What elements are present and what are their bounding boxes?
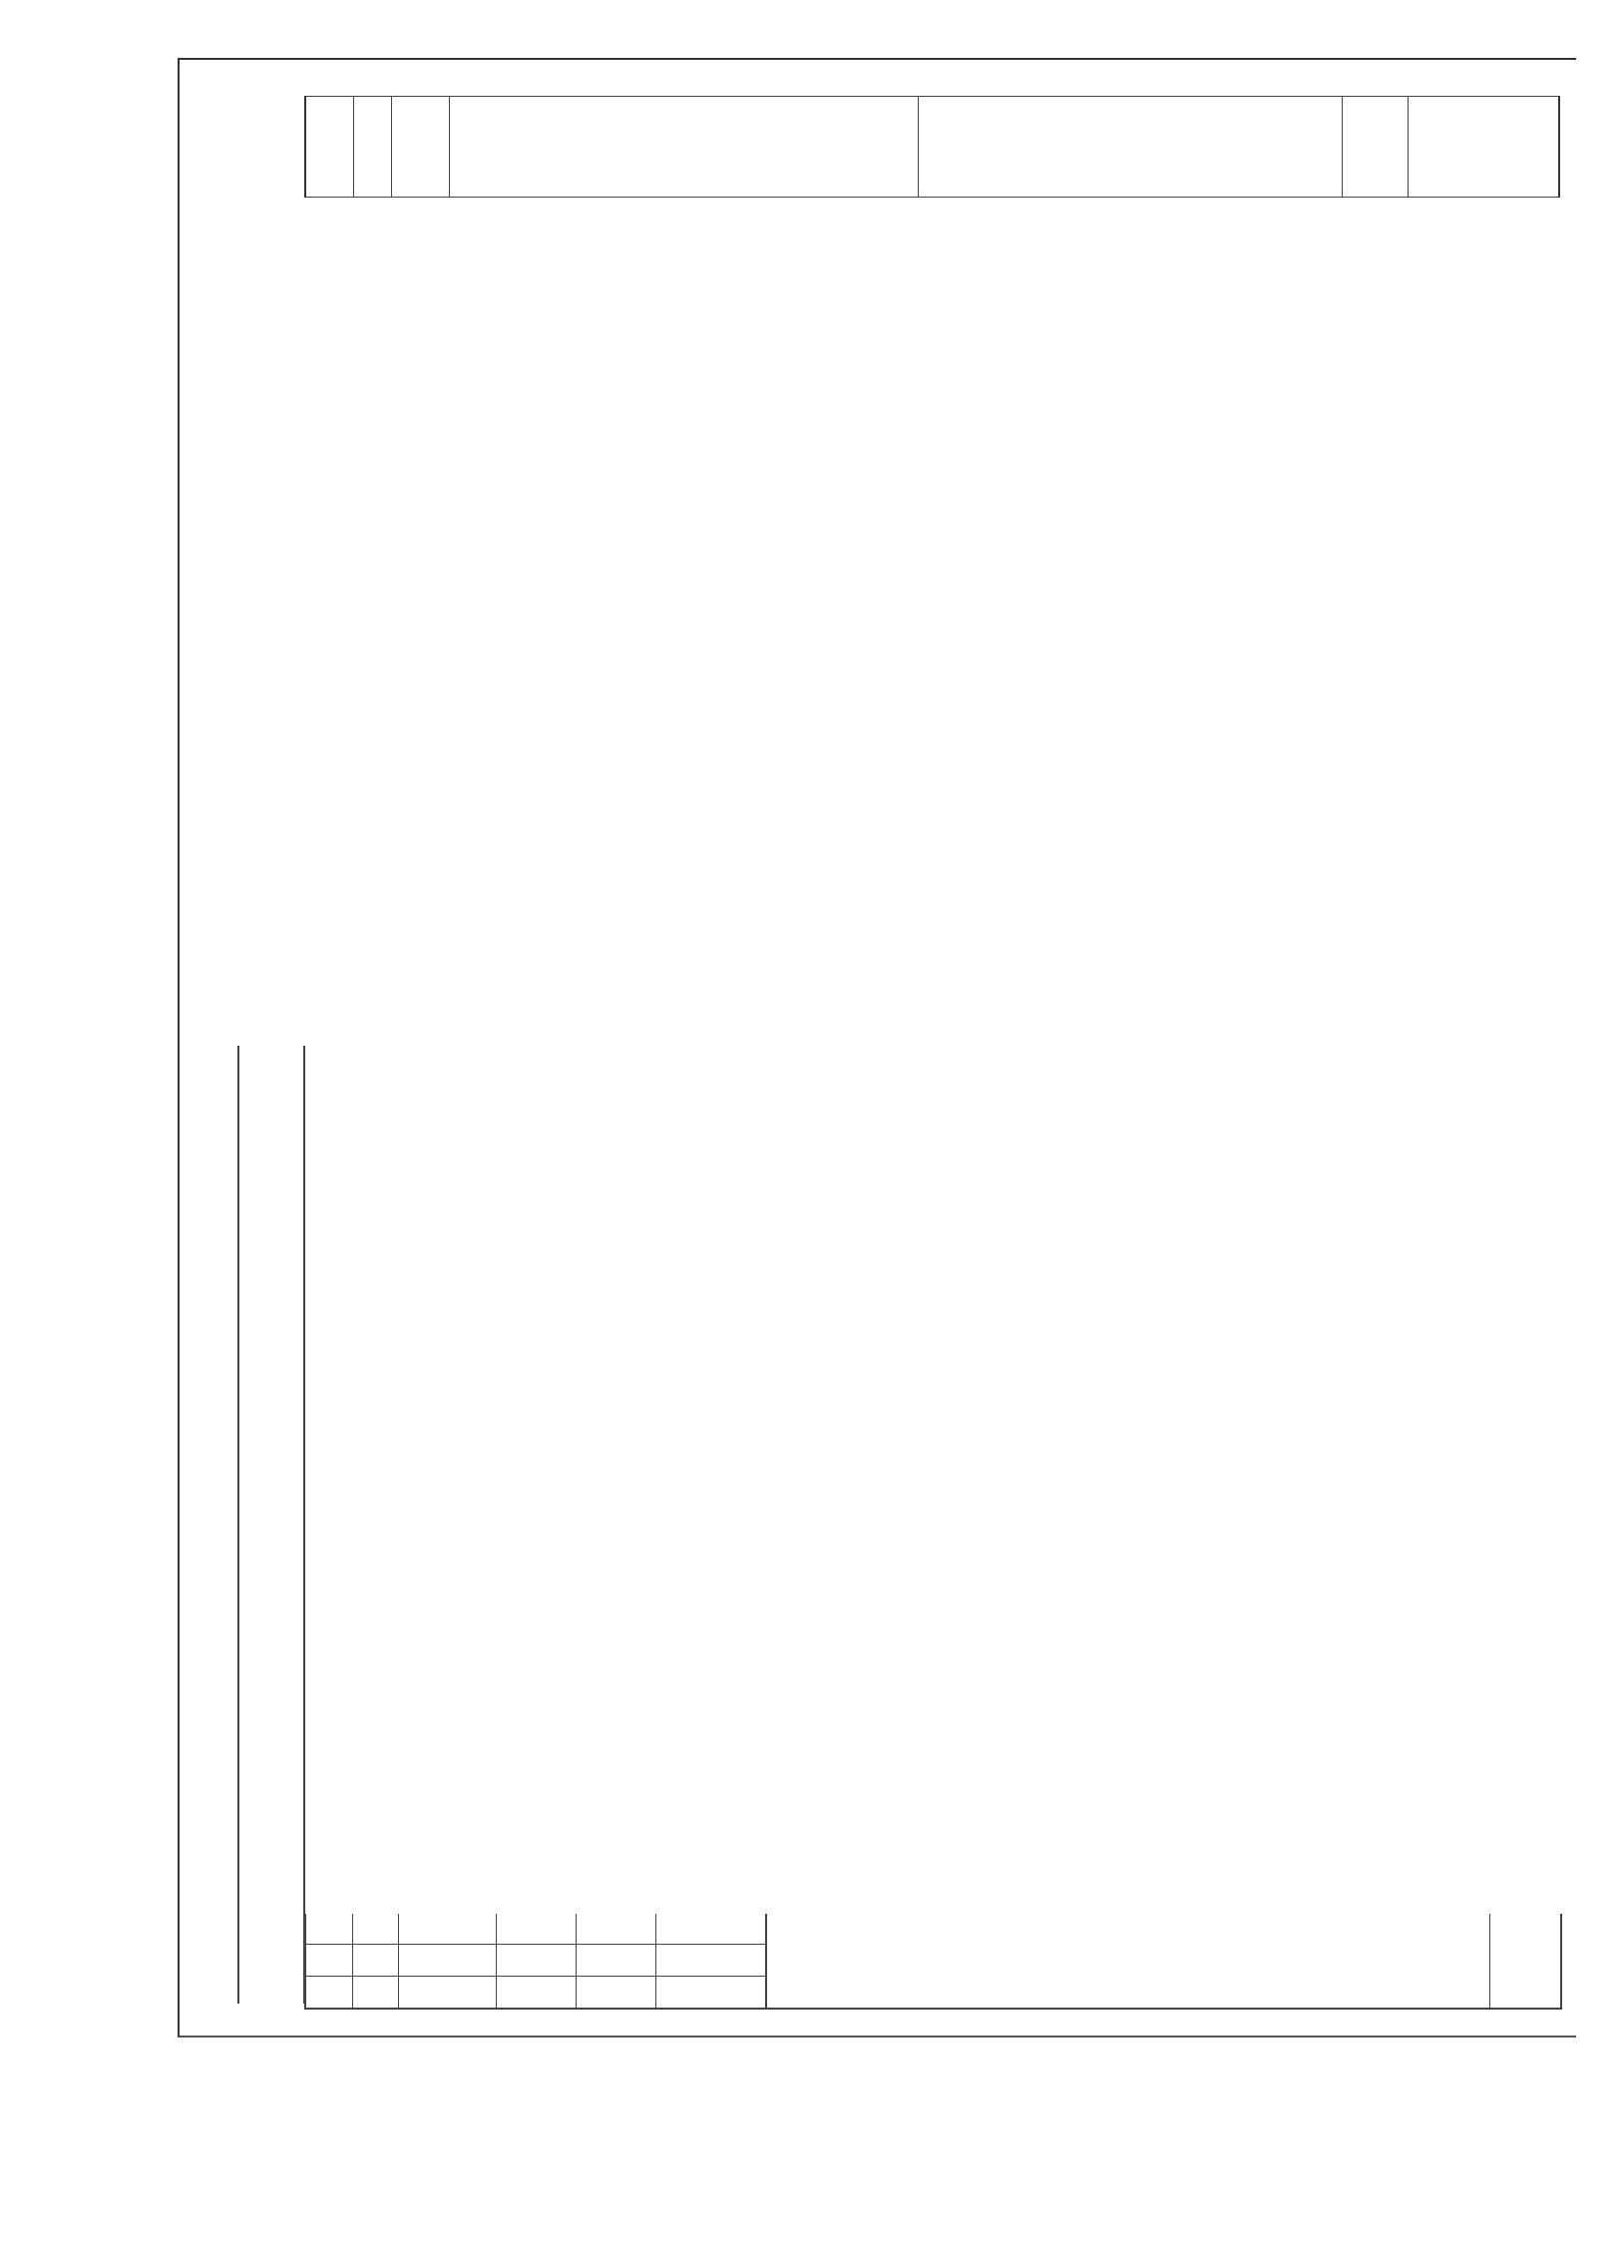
header-designation [449, 97, 918, 198]
drawing-frame [178, 58, 1576, 2038]
specification-table [304, 96, 1560, 198]
sheet-number-box [1489, 1914, 1560, 2008]
header-pos [391, 97, 449, 198]
header-format [305, 97, 353, 198]
header-qty [1342, 97, 1408, 198]
header-note [1408, 97, 1559, 198]
table-header-row [305, 97, 1559, 198]
side-stamp-column [237, 1046, 305, 2004]
header-name [918, 97, 1342, 198]
revision-grid [306, 1914, 767, 2008]
title-block [304, 1914, 1562, 2010]
series-title [237, 180, 287, 1038]
header-zone [353, 97, 391, 198]
